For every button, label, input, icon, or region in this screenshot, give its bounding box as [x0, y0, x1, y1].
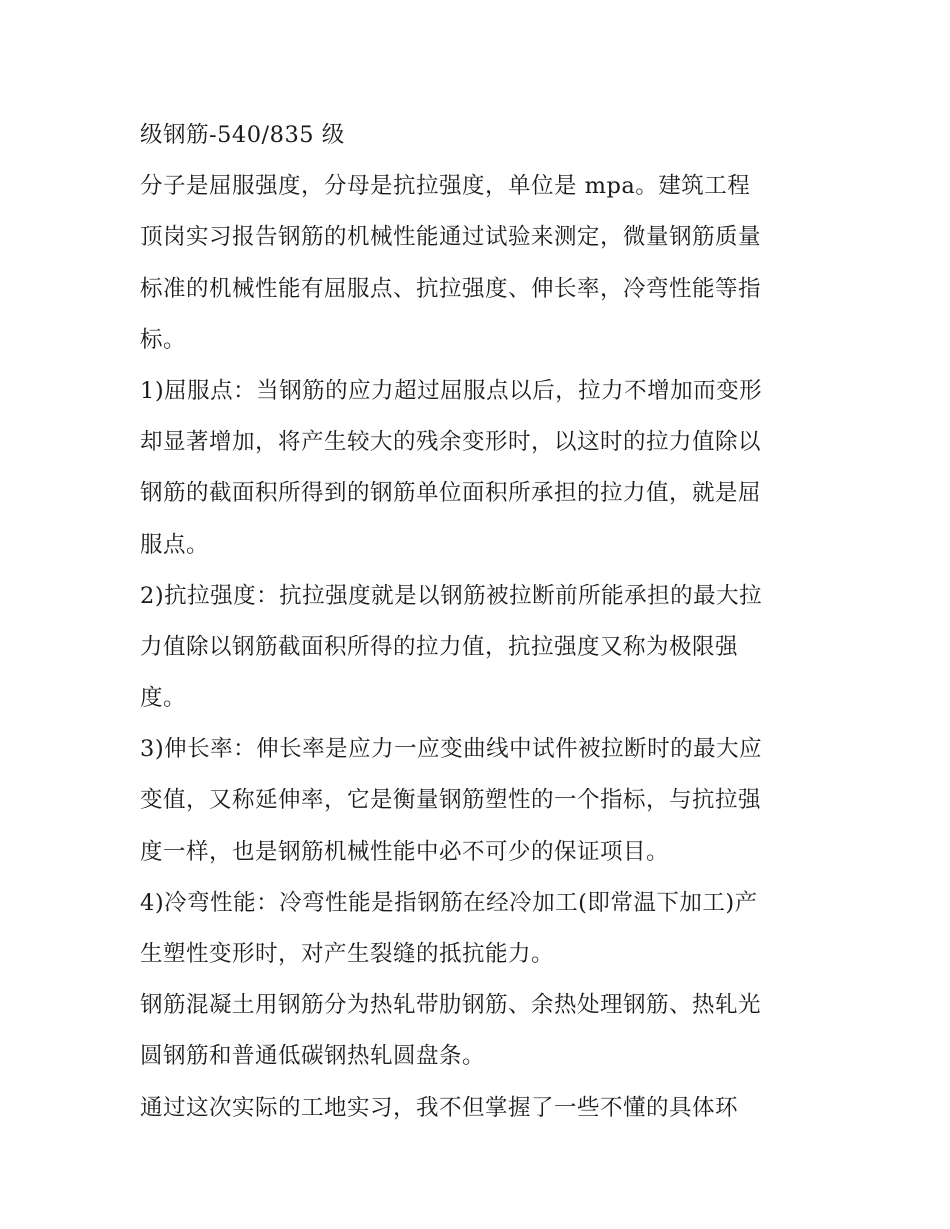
text-line: 通过这次实际的工地实习，我不但掌握了一些不懂的具体环 — [140, 1094, 739, 1121]
text-line: 钢筋的截面积所得到的钢筋单位面积所承担的拉力值，就是屈 — [140, 480, 762, 507]
document-body — [140, 110, 840, 1134]
text-line: 力值除以钢筋截面积所得的拉力值，抗拉强度又称为极限强 — [140, 633, 739, 660]
text-line: 圆钢筋和普通低碳钢热轧圆盘条。 — [140, 1043, 486, 1070]
text-line: 1)屈服点：当钢筋的应力超过屈服点以后，拉力不增加而变形 — [140, 377, 763, 404]
text-line: 分子是屈服强度，分母是抗拉强度，单位是 mpa。建筑工程 — [140, 173, 751, 200]
text-line: 2)抗拉强度：抗拉强度就是以钢筋被拉断前所能承担的最大拉 — [140, 582, 763, 609]
text-line: 服点。 — [140, 531, 210, 558]
text-line: 却显著增加，将产生较大的残余变形时，以这时的拉力值除以 — [140, 429, 762, 456]
text-line: 度。 — [140, 685, 187, 712]
text-line: 4)冷弯性能：冷弯性能是指钢筋在经冷加工(即常温下加工)产 — [140, 889, 758, 916]
text-line: 标。 — [140, 326, 187, 353]
text-line: 3)伸长率：伸长率是应力一应变曲线中试件被拉断时的最大应 — [140, 736, 763, 763]
text-line: 标准的机械性能有屈服点、抗拉强度、伸长率，冷弯性能等指 — [140, 275, 762, 302]
text-line: 级钢筋-540/835 级 — [140, 122, 345, 148]
text-line: 顶岗实习报告钢筋的机械性能通过试验来测定，微量钢筋质量 — [140, 224, 762, 251]
text-line: 变值，又称延伸率，它是衡量钢筋塑性的一个指标，与抗拉强 — [140, 787, 762, 814]
text-line: 钢筋混凝土用钢筋分为热轧带肋钢筋、余热处理钢筋、热轧光 — [140, 992, 762, 1019]
text-line: 生塑性变形时，对产生裂缝的抵抗能力。 — [140, 941, 555, 967]
text-line: 度一样，也是钢筋机械性能中必不可少的保证项目。 — [140, 838, 670, 865]
